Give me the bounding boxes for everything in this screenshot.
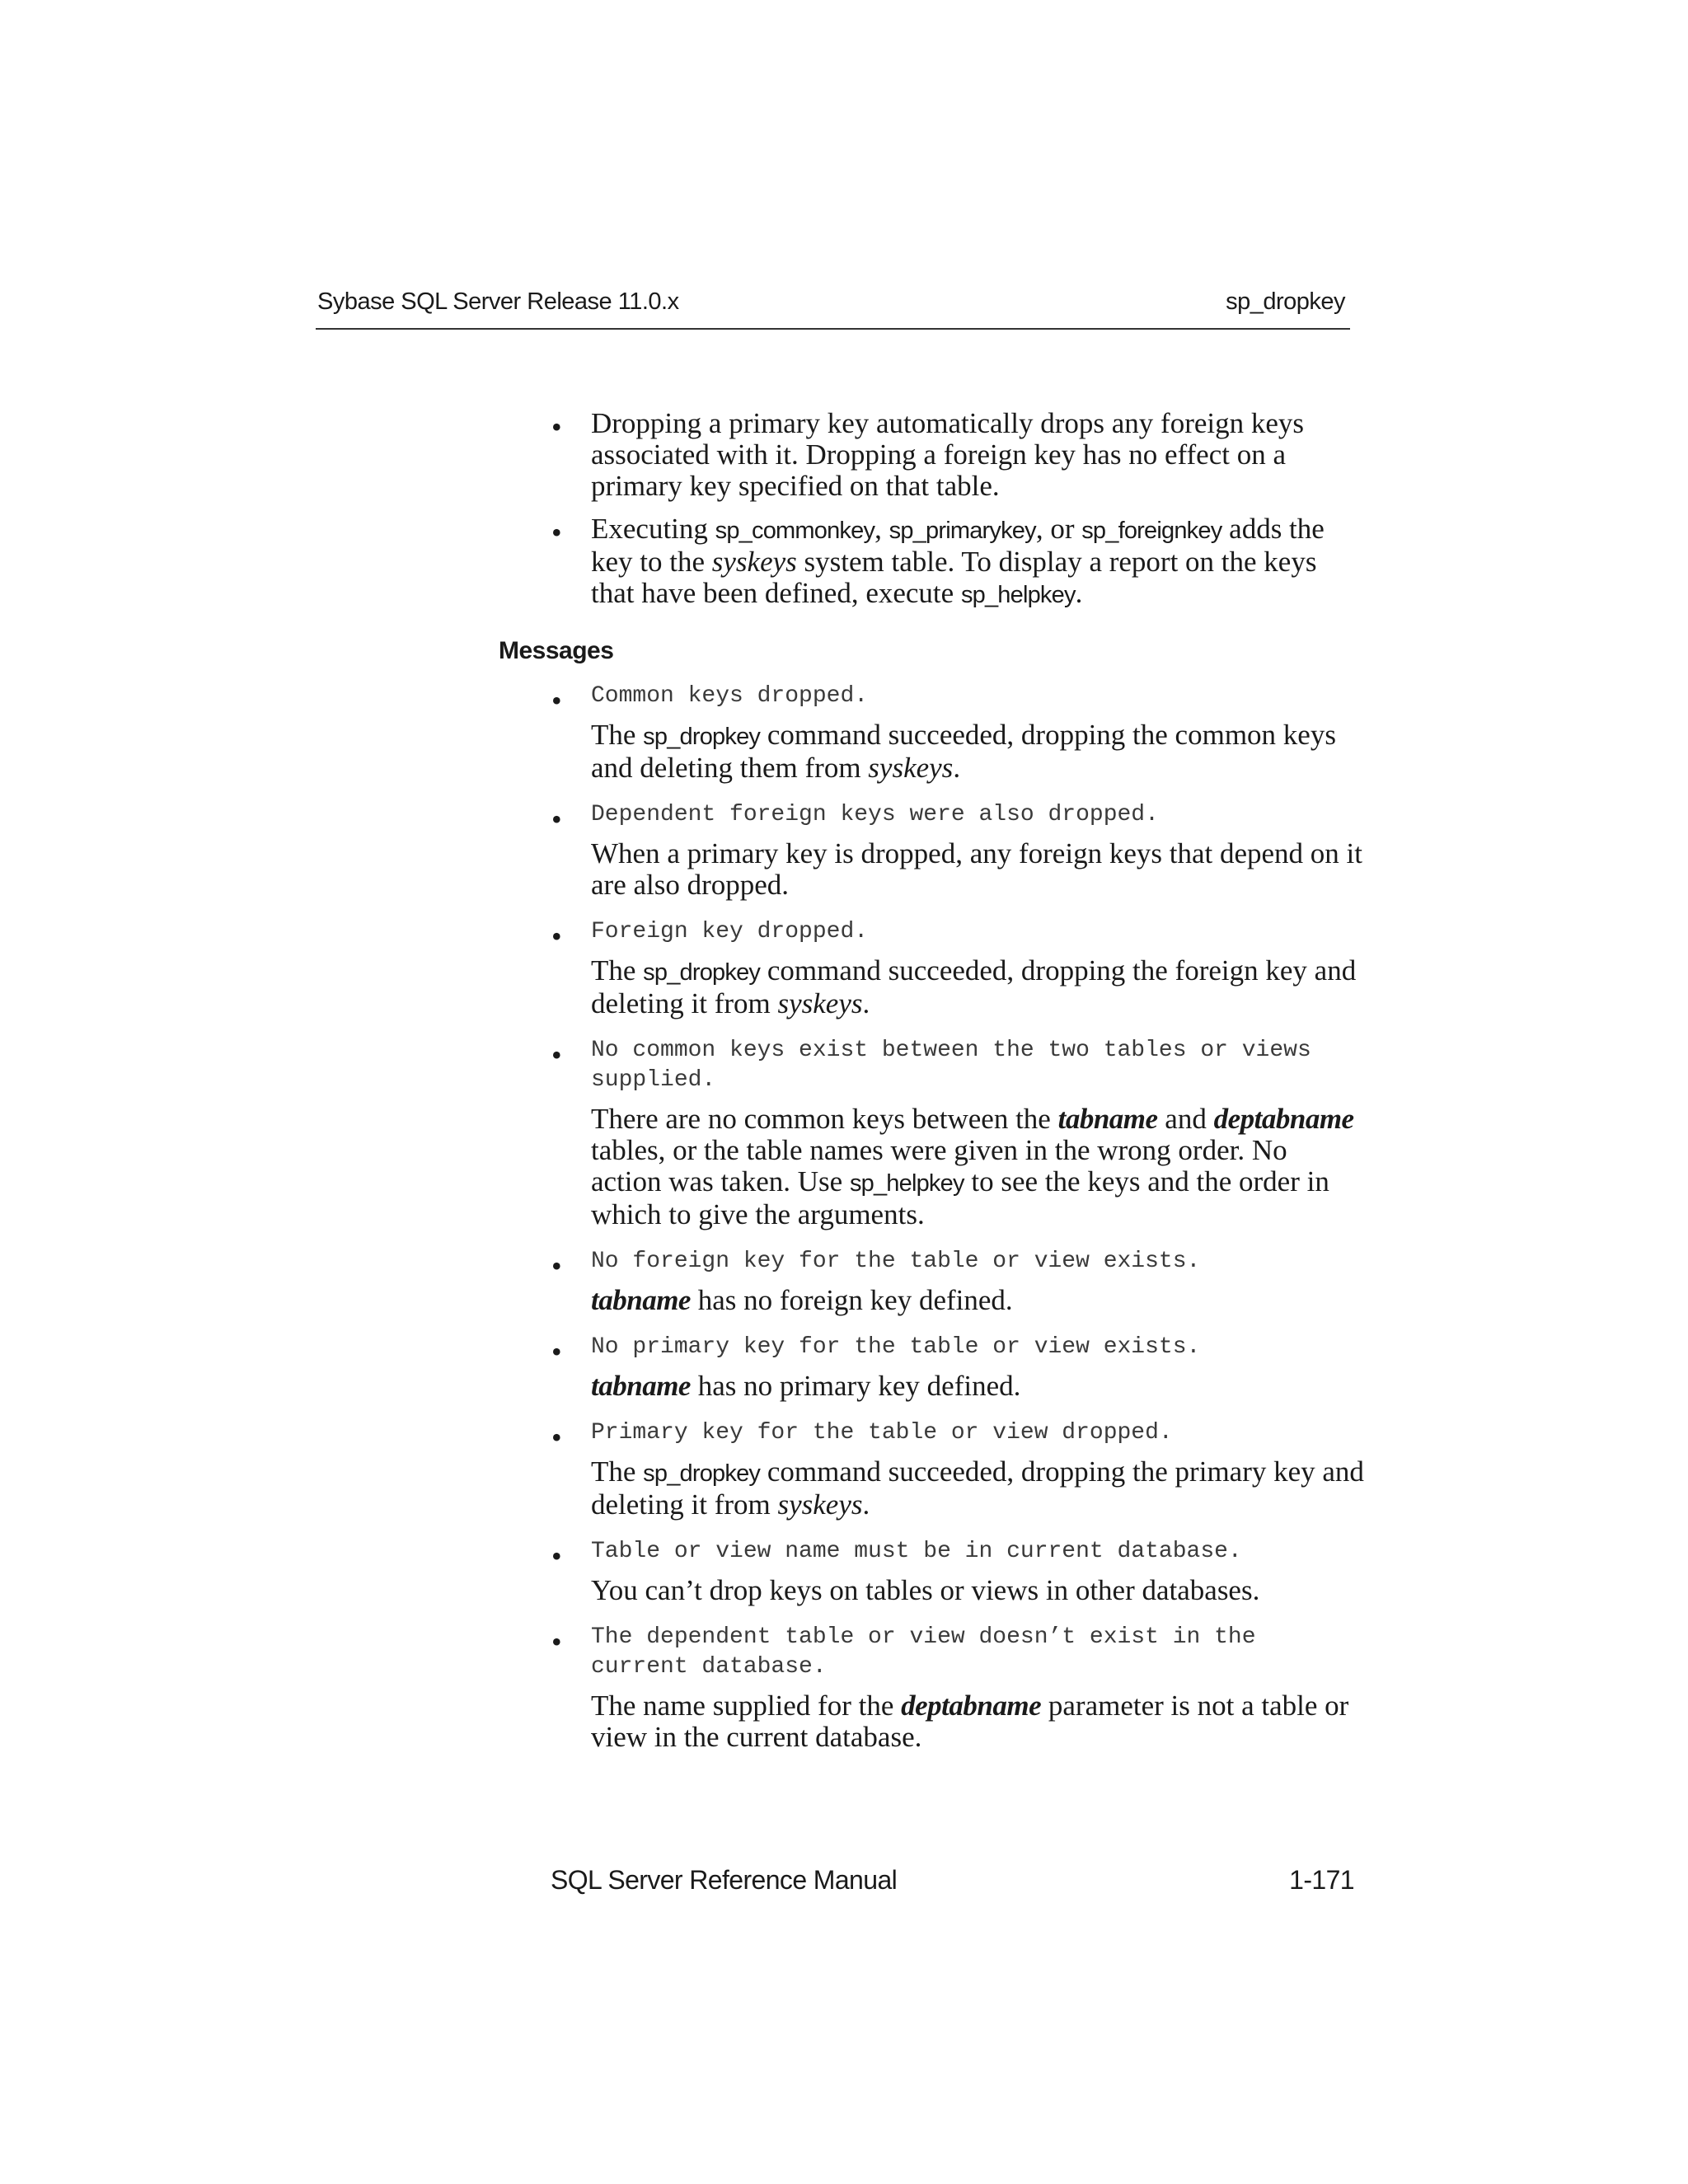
text-run: , or [1035,513,1082,545]
header-section-name: sp_dropkey [1226,288,1345,315]
bullet-icon: • [551,1038,562,1071]
command-name: sp_foreignkey [1081,518,1222,544]
text-run: Executing [591,513,715,545]
message-item [499,1537,1364,1606]
message-code: No foreign key for the table or view exists. [591,1249,1201,1274]
bullet-icon: • [551,1335,562,1368]
command-name: sp_helpkey [849,1170,964,1197]
page-content [499,408,1364,1753]
message-description: When a primary key is dropped, any foreign keys that depend on it are also dropped. [591,837,1362,901]
text-run: parameter is not a table or view in the current database. [591,1690,1349,1753]
text-run: command succeeded, dropping the common keys and deleting them from [591,719,1336,784]
command-name: sp_primarykey [889,518,1036,544]
text-run: There are no common keys between the [591,1103,1058,1135]
message-item [499,1333,1364,1402]
text-run: , [874,513,889,545]
message-description [591,1371,1364,1402]
command-name: sp_helpkey [960,582,1076,608]
message-item [499,1418,1364,1521]
message-description [591,719,1364,784]
text-run: and [1157,1103,1214,1135]
bullet-icon: • [551,803,562,836]
message-item [499,1036,1364,1230]
intro-bullet [499,408,1364,502]
message-description [591,1456,1364,1521]
message-item [499,682,1364,784]
message-item [499,1247,1364,1316]
messages-heading: Messages [499,637,614,664]
header-release-title: Sybase SQL Server Release 11.0.x [317,288,679,315]
table-name: syskeys [777,987,863,1019]
message-description [591,1104,1364,1230]
parameter-name: tabname [591,1284,691,1316]
message-description [591,955,1364,1019]
command-name: sp_commonkey [715,518,875,544]
page-footer [551,1865,1354,1896]
footer-manual-title: SQL Server Reference Manual [551,1865,898,1895]
message-code: Primary key for the table or view dropped. [591,1420,1173,1446]
bullet-icon: • [551,1249,562,1282]
message-item [499,800,1364,901]
intro-paragraph [591,513,1364,611]
bullet-icon: • [551,1421,562,1454]
parameter-name: deptabname [1213,1103,1354,1135]
bullet-icon: • [551,1625,562,1658]
message-code: Dependent foreign keys were also dropped. [591,802,1159,827]
message-item [499,1623,1364,1753]
text-run: . [953,752,961,784]
message-code: Table or view name must be in current database. [591,1539,1242,1564]
command-name: sp_dropkey [643,1460,761,1487]
message-code: The dependent table or view doesn’t exist in the current database. [591,1624,1256,1680]
message-code: Foreign key dropped. [591,919,869,944]
intro-bullet [499,513,1364,611]
command-name: sp_dropkey [643,724,761,750]
text-run: tables, or the table names were given in the wrong order. No action was taken. Use [591,1134,1287,1197]
parameter-name: tabname [591,1370,691,1402]
text-run: has no foreign key defined. [690,1284,1013,1316]
message-item [499,917,1364,1019]
text-run: . [862,1488,870,1521]
text-run: has no primary key defined. [690,1370,1021,1402]
text-run: command succeeded, dropping the primary key and deleting it from [591,1455,1364,1521]
message-description [591,1285,1364,1316]
bullet-icon: • [551,1540,562,1572]
text-run: The [591,1455,644,1488]
table-name: syskeys [868,752,954,784]
message-description [591,1690,1364,1753]
bullet-icon: • [551,920,562,953]
page-number: 1-171 [1289,1865,1354,1895]
table-name: syskeys [777,1488,863,1521]
bullet-icon: • [551,410,562,443]
message-description: You can’t drop keys on tables or views in other databases. [591,1574,1260,1606]
message-code: No primary key for the table or view exists. [591,1334,1201,1360]
text-run: to see the keys and the order in which to give the arguments. [591,1165,1329,1230]
parameter-name: tabname [1057,1103,1158,1135]
text-run: . [1075,577,1083,609]
text-run: . [862,987,870,1019]
text-run: The name supplied for the [591,1690,902,1722]
message-code: No common keys exist between the two tables or views supplied. [591,1038,1311,1093]
text-run: adds the key to the [591,513,1325,578]
bullet-icon: • [551,684,562,717]
command-name: sp_dropkey [643,959,761,986]
message-code: Common keys dropped. [591,683,869,709]
text-run: command succeeded, dropping the foreign key and deleting it from [591,954,1357,1019]
intro-paragraph: Dropping a primary key automatically drops any foreign keys associated with it. Dropping a foreign key has no effect on a primary key specified on that table. [591,407,1305,502]
parameter-name: deptabname [901,1690,1042,1722]
text-run: system table. To display a report on the keys that have been defined, execute [591,546,1317,609]
table-name: syskeys [711,546,797,578]
text-run: The [591,954,644,987]
text-run: The [591,719,644,751]
page-header [316,288,1350,330]
bullet-icon: • [551,516,562,549]
